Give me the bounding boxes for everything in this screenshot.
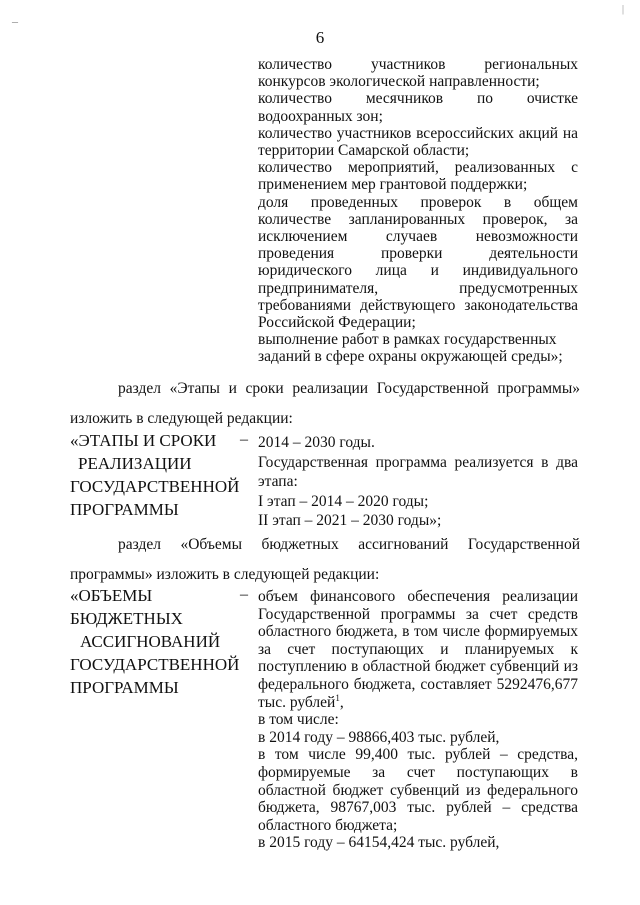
indicator-item: количество участников региональных конкурсов экологической направленности; [258, 56, 578, 91]
label-line: РЕАЛИЗАЦИИ [78, 454, 192, 473]
indicator-item: количество месячников по очистке водоохранных зон; [258, 90, 578, 125]
label-line: «ЭТАПЫ И СРОКИ [70, 431, 217, 450]
section1-intro: раздел «Этапы и сроки реализации Государственной программы» изложить в следующей редакции: [70, 380, 580, 427]
stages-period: 2014 – 2030 годы. [258, 434, 375, 451]
breakdown-line: в 2015 году – 64154,424 тыс. рублей, [258, 834, 500, 852]
section1-label [70, 429, 240, 521]
corner-mark-right: | [622, 4, 625, 15]
page-number: 6 [315, 28, 325, 47]
label-line: АССИГНОВАНИЙ [80, 632, 221, 651]
label-line: ПРОГРАММЫ [70, 500, 179, 519]
label-line: ГОСУДАРСТВЕННОЙ [70, 655, 240, 674]
section1-content [258, 433, 578, 531]
indicator-item: выполнение работ в рамках государственных заданий в сфере охраны окружающей среды»; [258, 331, 563, 366]
label-line: ПРОГРАММЫ [70, 678, 179, 697]
section2-content [258, 588, 578, 852]
indicator-item: количество участников всероссийских акций на территории Самарской области; [258, 124, 578, 160]
stage-one: I этап – 2014 – 2020 годы; [258, 492, 429, 510]
label-line: «ОБЪЕМЫ [70, 586, 153, 605]
indicator-item: доля проведенных проверок в общем количестве запланированных проверок, за исключением случаев невозможности проведения проверки деятельности юридического лица и индивидуального предпринимателя, предусмотренных требованиями действующего законодательства Российской Федерации; [258, 193, 578, 332]
section2-dash: – [240, 586, 248, 603]
corner-mark-left: – [12, 14, 18, 28]
section2-label [70, 584, 240, 699]
indicator-list [258, 56, 578, 366]
breakdown-line: в том числе: [258, 711, 339, 729]
section2-intro: раздел «Объемы бюджетных ассигнований Государственной программы» изложить в следующей редакции: [70, 536, 580, 583]
indicator-item: количество мероприятий, реализованных с применением мер грантовой поддержки; [258, 159, 578, 194]
breakdown-line: в том числе 99,400 тыс. рублей – средства, формируемые за счет поступающих в областной бюджет субвенций из федерального бюджета, 98767,003 тыс. рублей – средства областного бюджета; [258, 746, 578, 834]
footnote-mark: 1 [335, 692, 340, 703]
stage-two: II этап – 2021 – 2030 годы»; [258, 512, 442, 529]
breakdown-line: в 2014 году – 98866,403 тыс. рублей, [258, 728, 500, 746]
label-line: ГОСУДАРСТВЕННОЙ [70, 477, 240, 496]
stages-description: Государственная программа реализуется в два этапа: [258, 453, 578, 490]
funding-text: объем финансового обеспечения реализации Государственной программы за счет средств областного бюджета, в том числе формируемых за счет поступающих и планируемых к поступлению в областной бюджет субвенций из федерального бюджета, составляет 5292476,677 тыс. рублей$^1$, [258, 588, 578, 711]
section1-dash: – [240, 431, 248, 448]
label-line: БЮДЖЕТНЫХ [70, 609, 183, 628]
